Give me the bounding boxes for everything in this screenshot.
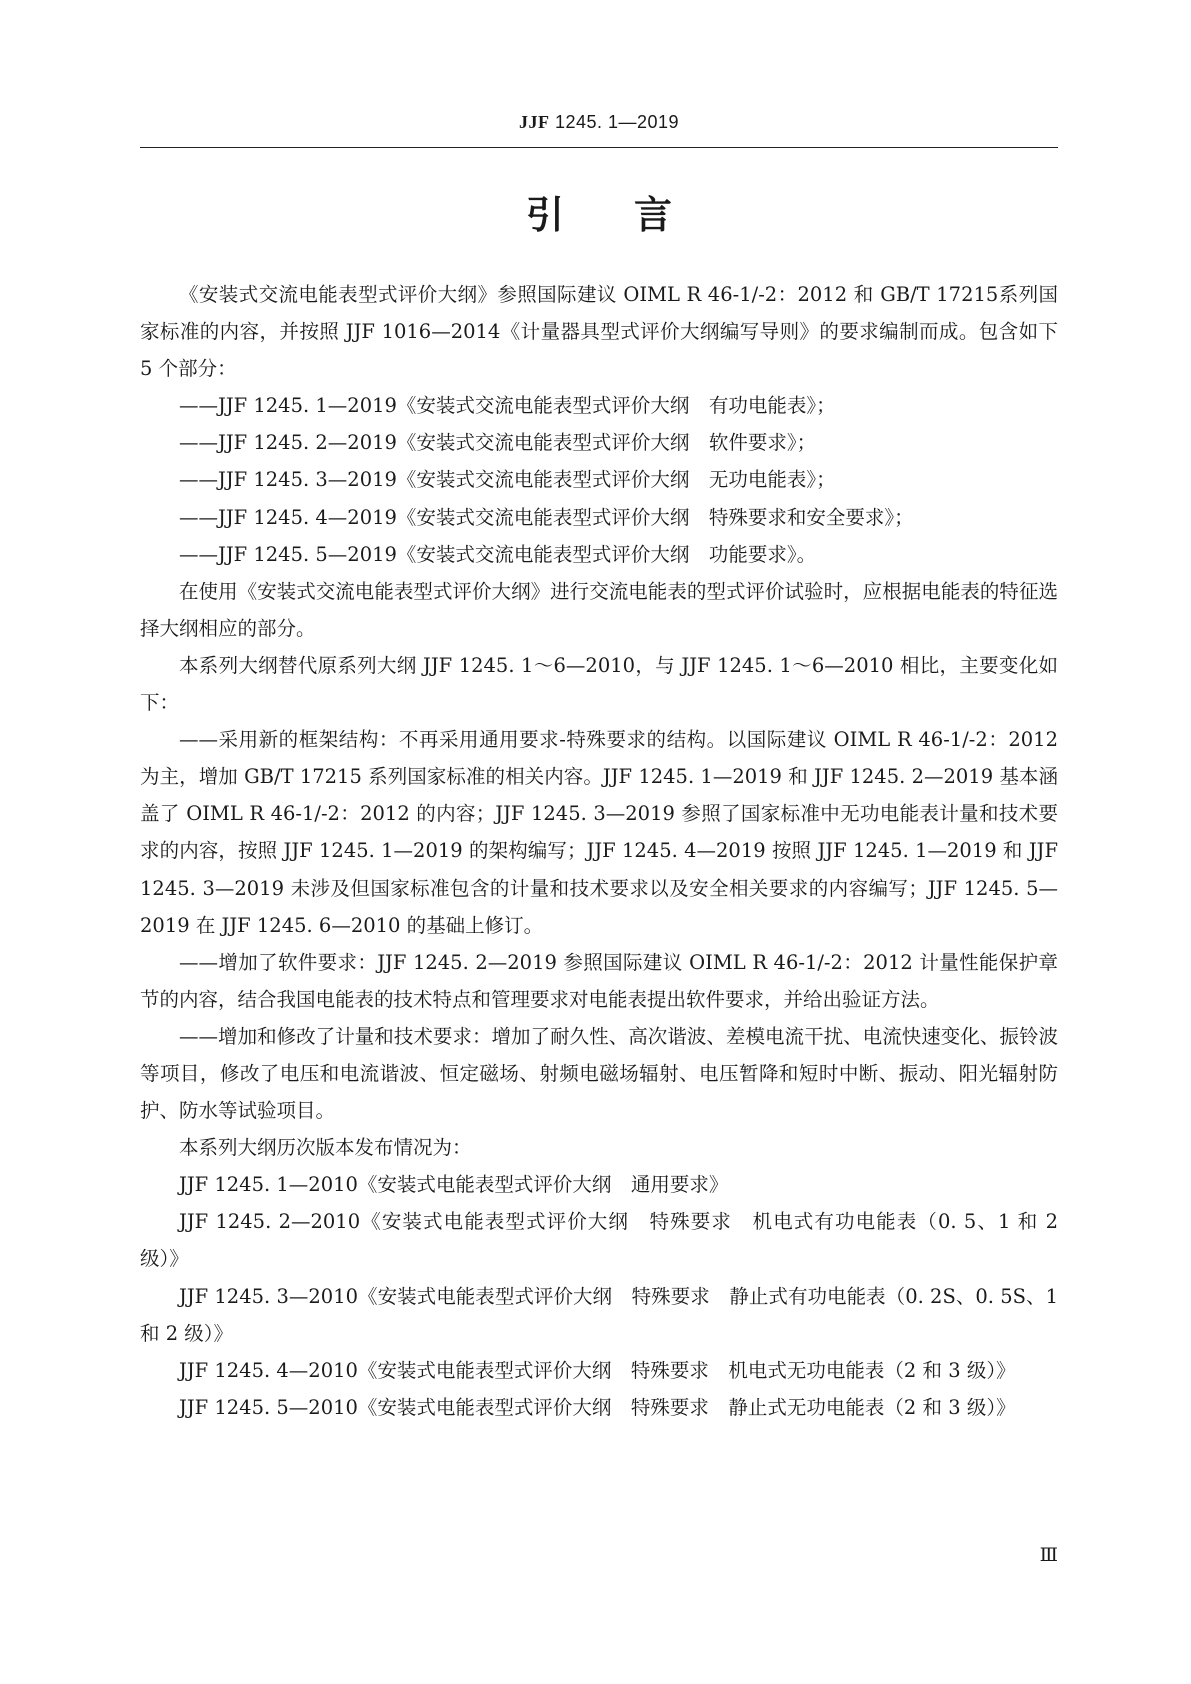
page-number: Ⅲ bbox=[1039, 1545, 1058, 1566]
list-item-part-4: ——JJF 1245. 4—2019《安装式交流电能表型式评价大纲 特殊要求和安全要求》； bbox=[179, 505, 914, 529]
header-code-prefix: JJF bbox=[518, 112, 550, 132]
page-title bbox=[140, 192, 1058, 238]
title-char-1: 引 bbox=[525, 193, 564, 237]
header-code-number: 1245. 1—2019 bbox=[549, 112, 680, 132]
change-item-metrology: ——增加和修改了计量和技术要求：增加了耐久性、高次谐波、差模电流干扰、电流快速变化、振铃波等项目，修改了电压和电流谐波、恒定磁场、射频电磁场辐射、电压暂降和短时中断、振动、阳光辐射防护、防水等试验项目。 bbox=[140, 1024, 1058, 1123]
change-item-software: ——增加了软件要求：JJF 1245. 2—2019 参照国际建议 OIML R 46-1/-2：2012 计量性能保护章节的内容，结合我国电能表的技术特点和管理要求对电能表提出软件要求，并给出验证方法。 bbox=[140, 950, 1058, 1011]
list-item-part-3: ——JJF 1245. 3—2019《安装式交流电能表型式评价大纲 无功电能表》； bbox=[179, 468, 836, 492]
history-item-4: JJF 1245. 4—2010《安装式电能表型式评价大纲 特殊要求 机电式无功电能表（2 和 3 级）》 bbox=[179, 1358, 1016, 1382]
history-item-5: JJF 1245. 5—2010《安装式电能表型式评价大纲 特殊要求 静止式无功电能表（2 和 3 级）》 bbox=[179, 1395, 1016, 1419]
history-item-2: JJF 1245. 2—2010《安装式电能表型式评价大纲 特殊要求 机电式有功电能表（0. 5、1 和 2 级）》 bbox=[140, 1210, 1058, 1271]
change-item-framework: ——采用新的框架结构：不再采用通用要求-特殊要求的结构。以国际建议 OIML R 46-1/-2：2012 为主，增加 GB/T 17215 系列国家标准的相关内容。JJF 1245. 1—2019 和 JJF 1245. 2—2019 基本涵盖了 OIML R 46-1/-2：2012 的内容；JJF 1245. 3—2019 参照了国家标准中无功电能表计量和技术要求的内容，按照 JJF 1245. 1—2019 的架构编写；JJF 1245. 4—2019 按照 JJF 1245. 1—2019 和 JJF 1245. 3—2019 未涉及但国家标准包含的计量和技术要求以及安全相关要求的内容编写；JJF 1245. 5—2019 在 JJF 1245. 6—2010 的基础上修订。 bbox=[140, 728, 1058, 937]
history-item-1: JJF 1245. 1—2010《安装式电能表型式评价大纲 通用要求》 bbox=[179, 1173, 729, 1197]
list-item-part-5: ——JJF 1245. 5—2019《安装式交流电能表型式评价大纲 功能要求》。 bbox=[179, 542, 817, 566]
list-item-part-1: ——JJF 1245. 1—2019《安装式交流电能表型式评价大纲 有功电能表》； bbox=[179, 394, 836, 418]
paragraph-usage: 在使用《安装式交流电能表型式评价大纲》进行交流电能表的型式评价试验时，应根据电能表的特征选择大纲相应的部分。 bbox=[140, 579, 1058, 640]
history-item-3: JJF 1245. 3—2010《安装式电能表型式评价大纲 特殊要求 静止式有功电能表（0. 2S、0. 5S、1 和 2 级）》 bbox=[140, 1284, 1058, 1345]
header-rule bbox=[140, 147, 1058, 148]
paragraph-replacement: 本系列大纲替代原系列大纲 JJF 1245. 1～6—2010，与 JJF 1245. 1～6—2010 相比，主要变化如下： bbox=[140, 653, 1058, 715]
body-text bbox=[140, 276, 1058, 1426]
paragraph-history-intro: 本系列大纲历次版本发布情况为： bbox=[179, 1136, 472, 1160]
title-char-2: 言 bbox=[634, 193, 673, 237]
list-item-part-2: ——JJF 1245. 2—2019《安装式交流电能表型式评价大纲 软件要求》； bbox=[179, 431, 817, 455]
page-header bbox=[140, 112, 1058, 133]
paragraph-intro: 《安装式交流电能表型式评价大纲》参照国际建议 OIML R 46-1/-2：2012 和 GB/T 17215系列国家标准的内容，并按照 JJF 1016—2014《计量器具型式评价大纲编写导则》的要求编制而成。包含如下 5 个部分： bbox=[140, 283, 1058, 381]
